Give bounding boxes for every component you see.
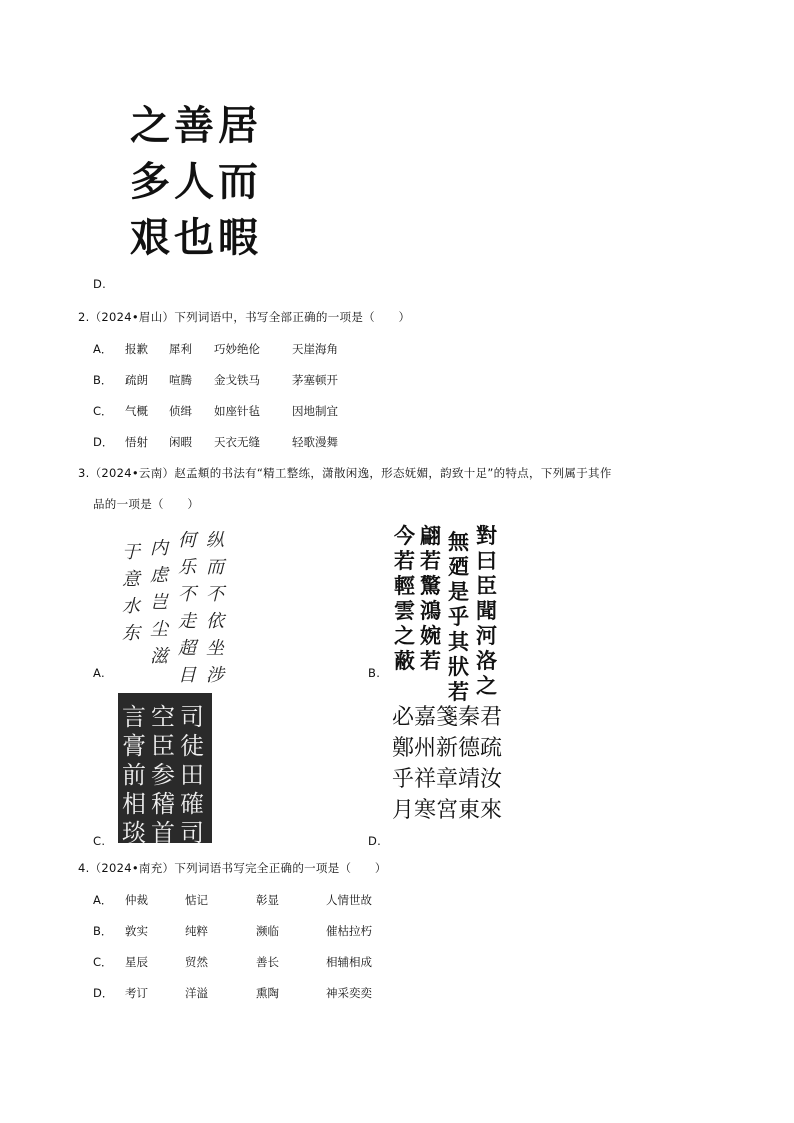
calligraphy-column xyxy=(172,102,216,274)
option-label: C． xyxy=(93,955,113,969)
option-label: D． xyxy=(93,986,114,1000)
option-label: A． xyxy=(93,342,113,356)
option-label-c: C. xyxy=(93,834,106,848)
question-3-stem-line2: 品的一项是（ ） xyxy=(93,497,200,511)
calligraphy-char: 多 xyxy=(130,158,170,205)
q2-option-b[interactable] xyxy=(93,375,493,389)
option-word: 贸然 xyxy=(185,955,208,969)
question-4-stem: 4.（2024•南充）下列词语书写完全正确的一项是（ ） xyxy=(78,861,387,875)
option-word: 仲裁 xyxy=(125,893,148,907)
option-word: 濒临 xyxy=(256,924,279,938)
calligraphy-column: 嘉 州 祥 寒 xyxy=(414,705,437,823)
calligraphy-image-d[interactable] xyxy=(392,700,504,846)
calligraphy-char: 艰 xyxy=(130,214,170,261)
calligraphy-column: 必 鄭 乎 月 xyxy=(392,705,415,823)
option-word: 纯粹 xyxy=(185,924,208,938)
calligraphy-char: 居 xyxy=(218,102,258,149)
option-word: 轻歌漫舞 xyxy=(292,435,338,449)
option-word: 如座针毡 xyxy=(214,404,260,418)
calligraphy-column: 言 膏 前 相 琰 xyxy=(122,703,146,847)
option-word: 催枯拉朽 xyxy=(326,924,372,938)
calligraphy-column: 空 臣 参 稽 首 xyxy=(151,703,175,847)
option-word: 悟射 xyxy=(125,435,148,449)
calligraphy-char: 暇 xyxy=(218,214,258,261)
option-word: 惦记 xyxy=(185,893,208,907)
calligraphy-image-q1-d xyxy=(128,102,268,286)
calligraphy-char: 也 xyxy=(174,214,214,261)
calligraphy-char: 善 xyxy=(174,102,214,149)
option-word: 闲暇 xyxy=(169,435,192,449)
q2-option-d[interactable] xyxy=(93,437,493,451)
option-word: 熏陶 xyxy=(256,986,279,1000)
option-label: C． xyxy=(93,404,113,418)
option-label-d: D. xyxy=(368,834,382,848)
calligraphy-char: 人 xyxy=(174,158,214,205)
calligraphy-column: 今 若 輕 雲 之 蔽 xyxy=(394,523,415,673)
option-word: 茅塞顿开 xyxy=(292,373,338,387)
calligraphy-column: 翩 若 驚 鴻 婉 若 xyxy=(420,523,441,673)
option-word: 彰显 xyxy=(256,893,279,907)
q2-option-a[interactable] xyxy=(93,344,493,358)
q4-option-d[interactable] xyxy=(93,988,493,1002)
q4-option-c[interactable] xyxy=(93,957,493,971)
option-word: 善长 xyxy=(256,955,279,969)
calligraphy-char: 之 xyxy=(130,102,170,149)
calligraphy-column: 箋 新 章 宮 xyxy=(436,705,459,823)
calligraphy-column: 無 廼 是 乎 其 狀 若 xyxy=(448,529,469,704)
option-word: 敦实 xyxy=(125,924,148,938)
option-word: 考订 xyxy=(125,986,148,1000)
option-word: 报歉 xyxy=(125,342,148,356)
option-word: 天衣无缝 xyxy=(214,435,260,449)
q4-option-b[interactable] xyxy=(93,926,493,940)
calligraphy-image-a[interactable] xyxy=(118,526,230,686)
calligraphy-char: 而 xyxy=(218,158,258,205)
question-2-stem: 2.（2024•眉山）下列词语中，书写全部正确的一项是（ ） xyxy=(78,310,411,324)
option-word: 喧腾 xyxy=(169,373,192,387)
calligraphy-image-c[interactable] xyxy=(118,693,212,847)
option-word: 疏朗 xyxy=(125,373,148,387)
option-word: 人情世故 xyxy=(326,893,372,907)
option-label: B． xyxy=(93,373,113,387)
calligraphy-image-b[interactable] xyxy=(392,520,504,704)
calligraphy-column xyxy=(216,102,260,274)
calligraphy-column: 秦 德 靖 東 xyxy=(458,705,481,823)
option-label-b: B. xyxy=(368,666,381,680)
option-word: 巧妙绝伦 xyxy=(214,342,260,356)
option-label-d: D. xyxy=(93,277,107,291)
option-label: A． xyxy=(93,893,113,907)
option-word: 侦缉 xyxy=(169,404,192,418)
calligraphy-column: 纵 而 不 依 坐 涉 xyxy=(206,530,224,686)
option-word: 金戈铁马 xyxy=(214,373,260,387)
option-word: 气概 xyxy=(125,404,148,418)
calligraphy-column xyxy=(128,102,172,274)
option-word: 神采奕奕 xyxy=(326,986,372,1000)
calligraphy-column: 于 意 水 东 xyxy=(122,542,140,644)
option-word: 因地制宜 xyxy=(292,404,338,418)
option-word: 犀利 xyxy=(169,342,192,356)
q2-option-c[interactable] xyxy=(93,406,493,420)
option-word: 洋溢 xyxy=(185,986,208,1000)
option-word: 相辅相成 xyxy=(326,955,372,969)
option-label: D． xyxy=(93,435,114,449)
calligraphy-column: 君 疏 汝 來 xyxy=(480,705,503,823)
question-3-stem-line1: 3.（2024•云南）赵孟頫的书法有“精工整练，潇散闲逸，形态妩媚，韵致十足”的特点，下列属于其作 xyxy=(78,466,612,480)
calligraphy-column: 司 徒 田 確 司 xyxy=(180,703,204,847)
calligraphy-column: 内 虑 岂 尘 滋 xyxy=(150,538,168,667)
q4-option-a[interactable] xyxy=(93,895,493,909)
option-label-a: A. xyxy=(93,666,105,680)
calligraphy-column: 何 乐 不 走 超 目 xyxy=(178,530,196,686)
option-label: B． xyxy=(93,924,113,938)
calligraphy-column: 對 曰 臣 聞 河 洛 之 xyxy=(476,523,497,698)
option-word: 天崖海角 xyxy=(292,342,338,356)
option-word: 星辰 xyxy=(125,955,148,969)
